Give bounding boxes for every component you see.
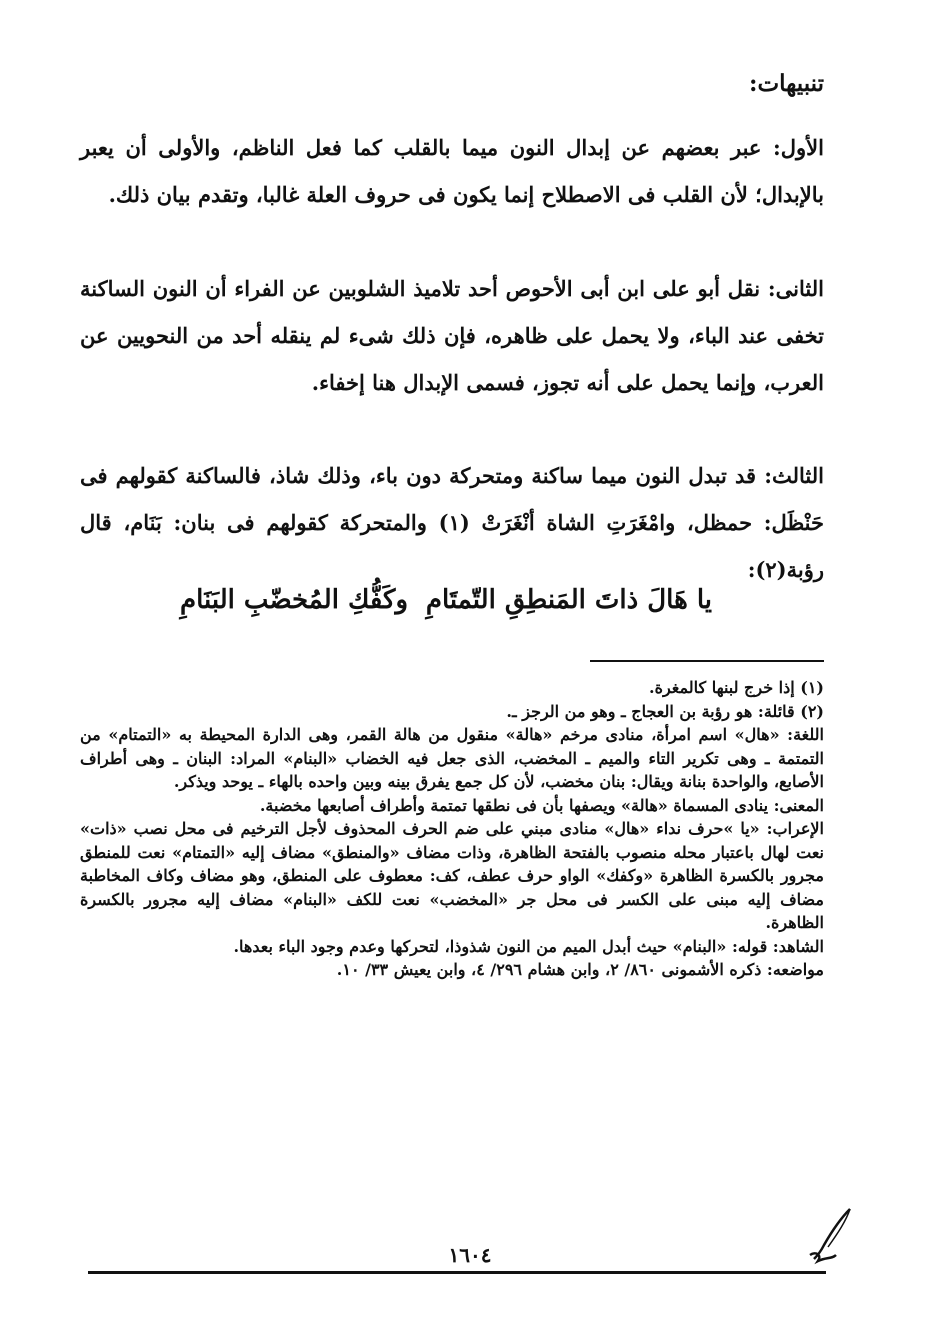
footnote-meaning: المعنى: ينادى المسماة «هالة» ويصفها بأن فى نطقها تمتمة وأطراف أصابعها مخضبة. (259, 795, 824, 815)
footer-rule (88, 1271, 826, 1274)
footnote-parsing: الإعراب: «يا »حرف نداء «هال» منادى مبني على ضم الحرف المحذوف لأجل الترخيم فى محل نصب «ذات» نعت لهال باعتبار محله منصوب بالفتحة الظاهرة، وذات مضاف «والمنطق» مضاف إليه «التمتام» نعت للمنطق مجرور بالكسرة الظاهرة «وكفك» الواو حرف عطف، كف: معطوف على المنطق، وهو مضاف وكاف المخاطبة مضاف إليه مبنى على الكسر فى محل جر «المخضب» نعت للكف «البنام» مضاف إليه مجرور بالكسرة الظاهرة. (80, 819, 825, 932)
paragraph-label: الثانى: (767, 276, 824, 301)
poetry-verse (180, 585, 712, 633)
section-heading: تنبيهات: (749, 70, 824, 97)
footnote-2: (٢) قائلة: هو رؤبة بن العجاج ـ وهو من الرجز ـ. (506, 701, 824, 721)
footnote-sources: مواضعه: ذكره الأشمونى ٨٦٠/ ٢، وابن هشام ٢٩٦/ ٤، وابن يعيش ٣٣/ ١٠. (336, 960, 824, 979)
paragraph-text: نقل أبو على ابن أبى الأحوص أحد تلاميذ الشلوبين عن الفراء أن النون الساكنة تخفى عند الباء، ولا يحمل على ظاهره، فإن ذلك شىء لم ينقله أحد من النحويين عن العرب، وإنما يحمل على أنه تجوز، فسمى الإبدال هنا إخفاء. (80, 276, 824, 395)
footnote-separator (590, 660, 824, 662)
footnotes (80, 676, 824, 982)
paragraph-third (80, 452, 824, 593)
paragraph-label: الثالث: (764, 463, 824, 488)
paragraph-label: الأول: (773, 135, 824, 160)
verse-first-hemistich: يا هَالَ ذاتَ المَنطِقِ التّمتَامِ (425, 585, 712, 615)
footnote-1: (١) إذا خرج لبنها كالمغرة. (649, 678, 824, 697)
paragraph-text: عبر بعضهم عن إبدال النون ميما بالقلب كما فعل الناظم، والأولى أن يعبر بالإبدال؛ لأن القلب فى الاصطلاح إنما يكون فى حروف العلة غالبا، وتقدم بيان ذلك. (80, 135, 824, 207)
page-number: ١٦٠٤ (448, 1243, 492, 1267)
paragraph-second (80, 265, 824, 406)
footnote-language: اللغة: «هال» اسم امرأة، منادى مرخم «هالة» منقول من هالة القمر، وهى الدارة المحيطة به «التمتام» من التمتمة ـ وهى تكرير التاء والميم ـ المخضب، الذى جعل فيه الخضاب «البنام» المراد: البنان ـ وهى أطراف الأصابع، والواحدة بنانة ويقال: بنان مخضب، لأن كل جمع يفرق بينه وبين واحده بالهاء ـ يوحد ويذكر. (80, 725, 824, 791)
verse-second-hemistich: وكَفُّكِ المُخضّبِ البَنَامِ (180, 585, 408, 615)
pen-icon (806, 1205, 856, 1265)
paragraph-text: قد تبدل النون ميما ساكنة ومتحركة دون باء، وذلك شاذ، فالساكنة كقولهم فى حَنْظَل: حمظل، وامْغَرَتِ الشاة أنْغَرَتْ (١) والمتحركة كقولهم فى بنان: بَنَام، قال رؤبة(٢): (80, 463, 824, 582)
footnote-evidence: الشاهد: قوله: «البنام» حيث أبدل الميم من النون شذوذا، لتحركها وعدم وجود الباء بعدها. (233, 936, 824, 956)
paragraph-first (80, 124, 824, 218)
